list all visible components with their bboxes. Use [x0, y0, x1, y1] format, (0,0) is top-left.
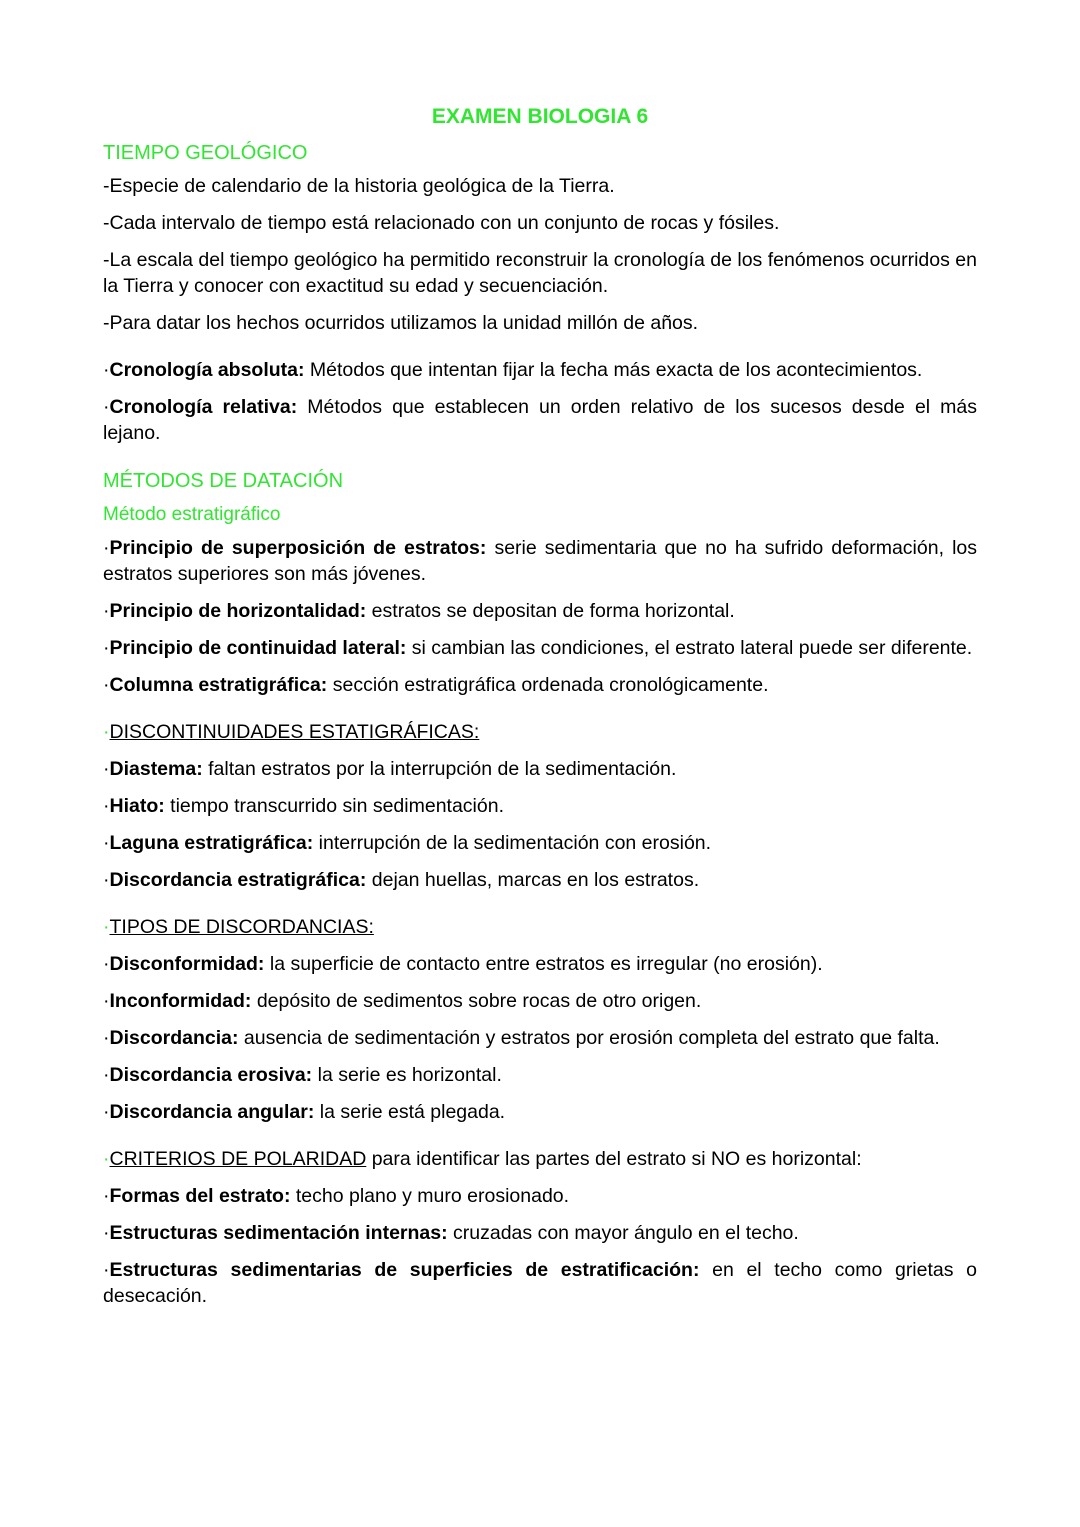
definition-term: Principio de continuidad lateral: [109, 637, 407, 659]
section-heading-tipos-discordancias: ·TIPOS DE DISCORDANCIAS: [103, 916, 374, 938]
definition-term: Cronología absoluta: [109, 359, 305, 381]
paragraph: -Cada intervalo de tiempo está relacionado con un conjunto de rocas y fósiles. [103, 212, 780, 234]
definition-item: ·Cronología relativa: Métodos que establecen un orden relativo de los sucesos desde el más lejano. [103, 396, 977, 444]
definition-term: Discordancia estratigráfica: [109, 869, 367, 891]
subsection-heading-metodo-estratigrafico: Método estratigráfico [103, 504, 281, 525]
section-heading-criterios-polaridad: ·CRITERIOS DE POLARIDAD para identificar las partes del estrato si NO es horizontal: [103, 1148, 862, 1170]
definition-item: ·Diastema: faltan estratos por la interrupción de la sedimentación. [103, 758, 677, 780]
definition-item: ·Estructuras sedimentación internas: cruzadas con mayor ángulo en el techo. [103, 1222, 799, 1244]
definition-item: ·Principio de superposición de estratos: serie sedimentaria que no ha sufrido deformación, los estratos superiores son más jóvenes. [103, 537, 978, 585]
definition-item: ·Inconformidad: depósito de sedimentos sobre rocas de otro origen. [103, 990, 702, 1012]
definition-term: Discordancia angular: [109, 1101, 315, 1123]
definition-item: ·Discordancia angular: la serie está plegada. [103, 1101, 506, 1123]
definition-term: Discordancia: [109, 1027, 239, 1049]
definition-item: ·Principio de horizontalidad: estratos se depositan de forma horizontal. [103, 600, 735, 622]
definition-term: Columna estratigráfica: [109, 674, 328, 696]
definition-term: Principio de horizontalidad: [109, 600, 367, 622]
definition-item: ·Discordancia: ausencia de sedimentación y estratos por erosión completa del estrato que falta. [103, 1027, 940, 1049]
definition-term: Discordancia erosiva: [109, 1064, 313, 1086]
definition-term: Principio de superposición de estratos: [109, 537, 487, 559]
document-title: EXAMEN BIOLOGIA 6 [431, 105, 649, 128]
definition-item: ·Formas del estrato: techo plano y muro erosionado. [103, 1185, 570, 1207]
definition-item: ·Columna estratigráfica: sección estratigráfica ordenada cronológicamente. [103, 674, 769, 696]
definition-term: Formas del estrato: [109, 1185, 291, 1207]
paragraph: -Especie de calendario de la historia geológica de la Tierra. [103, 175, 615, 197]
definition-item: ·Principio de continuidad lateral: si cambian las condiciones, el estrato lateral puede ser diferente. [103, 637, 973, 659]
definition-item: ·Disconformidad: la superficie de contacto entre estratos es irregular (no erosión). [103, 953, 823, 975]
definition-item: ·Discordancia erosiva: la serie es horizontal. [103, 1064, 502, 1086]
paragraph: -La escala del tiempo geológico ha permitido reconstruir la cronología de los fenómenos ocurridos en la Tierra y conocer con exactitud su edad y secuenciación. [103, 249, 977, 297]
definition-term: Inconformidad: [109, 990, 252, 1012]
definition-term: Estructuras sedimentación internas: [109, 1222, 448, 1244]
section-heading-metodos-datacion: MÉTODOS DE DATACIÓN [103, 470, 344, 492]
section-heading-discontinuidades: ·DISCONTINUIDADES ESTATIGRÁFICAS: [103, 721, 480, 743]
definition-term: Cronología relativa: [109, 396, 298, 418]
definition-term: Laguna estratigráfica: [109, 832, 314, 854]
definition-item: ·Hiato: tiempo transcurrido sin sedimentación. [103, 795, 504, 817]
section-heading-tiempo-geologico: TIEMPO GEOLÓGICO [103, 142, 308, 164]
document-content [103, 103, 977, 1320]
definition-term: Disconformidad: [109, 953, 265, 975]
definition-item: ·Laguna estratigráfica: interrupción de la sedimentación con erosión. [103, 832, 712, 854]
definition-term: Hiato: [109, 795, 165, 817]
paragraph: -Para datar los hechos ocurridos utilizamos la unidad millón de años. [103, 312, 699, 334]
definition-item: ·Cronología absoluta: Métodos que intentan fijar la fecha más exacta de los acontecimientos. [103, 359, 923, 381]
definition-item: ·Estructuras sedimentarias de superficies de estratificación: en el techo como grietas o desecación. [103, 1259, 977, 1307]
definition-term: Diastema: [109, 758, 203, 780]
definition-term: Estructuras sedimentarias de superficies de estratificación: [109, 1259, 700, 1281]
definition-item: ·Discordancia estratigráfica: dejan huellas, marcas en los estratos. [103, 869, 700, 891]
